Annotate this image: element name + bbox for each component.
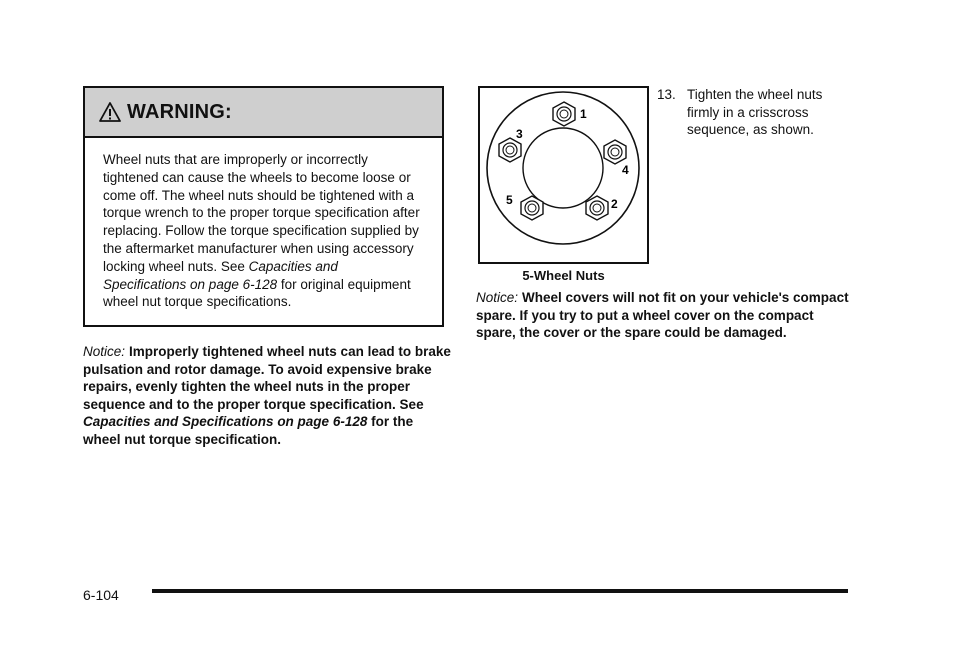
wheel-nut-svg bbox=[480, 88, 647, 262]
step-number: 13. bbox=[657, 87, 676, 102]
notice-reference: Capacities and Specifications on page 6-128 bbox=[83, 414, 368, 429]
step-13 bbox=[657, 86, 857, 139]
nut-label-1: 1 bbox=[580, 107, 587, 121]
nut-label-2: 2 bbox=[611, 197, 618, 211]
nut-label-3: 3 bbox=[516, 127, 523, 141]
nut-label-4: 4 bbox=[622, 163, 629, 177]
nut-4 bbox=[604, 140, 626, 164]
warning-reference: Capacities and Specifications on page 6-128 bbox=[103, 258, 338, 292]
warning-header bbox=[85, 88, 442, 138]
warning-triangle-icon bbox=[99, 101, 121, 123]
step-line-1: Tighten the wheel nuts bbox=[687, 87, 823, 102]
warning-box bbox=[83, 86, 444, 327]
notice-torque bbox=[83, 343, 453, 448]
nut-label-5: 5 bbox=[506, 193, 513, 207]
step-line-3: sequence, as shown. bbox=[687, 122, 814, 137]
step-line-2: firmly in a crisscross bbox=[687, 104, 809, 120]
step-text bbox=[687, 86, 847, 139]
wheel-nut-diagram bbox=[478, 86, 649, 264]
footer-rule bbox=[152, 589, 848, 593]
warning-body bbox=[103, 151, 423, 311]
nut-2 bbox=[586, 196, 608, 220]
notice-wheel-cover bbox=[476, 289, 856, 342]
notice2-text: Wheel covers will not fit on your vehicle's compact spare. If you try to put a wheel cover on the compact spare, the cover or the spare could be damaged. bbox=[476, 290, 849, 340]
notice2-label: Notice: bbox=[476, 290, 519, 305]
figure-caption: 5-Wheel Nuts bbox=[522, 268, 605, 283]
notice-text-2: for the wheel nut torque specification. bbox=[83, 414, 414, 447]
warning-text-1: Wheel nuts that are improperly or incorrectly tightened can cause the wheels to become loose or come off. The wheel nuts should be tightened with a torque wrench to the proper torque specification after replacing. Follow the torque specification supplied by the aftermarket manufacturer when using accessory locking wheel nuts. See bbox=[103, 152, 420, 274]
warning-title: WARNING: bbox=[127, 100, 232, 123]
notice-label: Notice: bbox=[83, 344, 126, 359]
nut-1 bbox=[553, 102, 575, 126]
warning-text-2: for original equipment wheel nut torque specifications. bbox=[103, 276, 411, 310]
wheel-hub bbox=[523, 128, 603, 208]
nut-5 bbox=[521, 196, 543, 220]
page-number: 6-104 bbox=[83, 587, 119, 603]
notice-text-1: Improperly tightened wheel nuts can lead to brake pulsation and rotor damage. To avoid expensive brake repairs, evenly tighten the wheel nuts in the proper sequence and to the proper torque specification. See bbox=[83, 344, 451, 412]
nut-3 bbox=[499, 138, 521, 162]
